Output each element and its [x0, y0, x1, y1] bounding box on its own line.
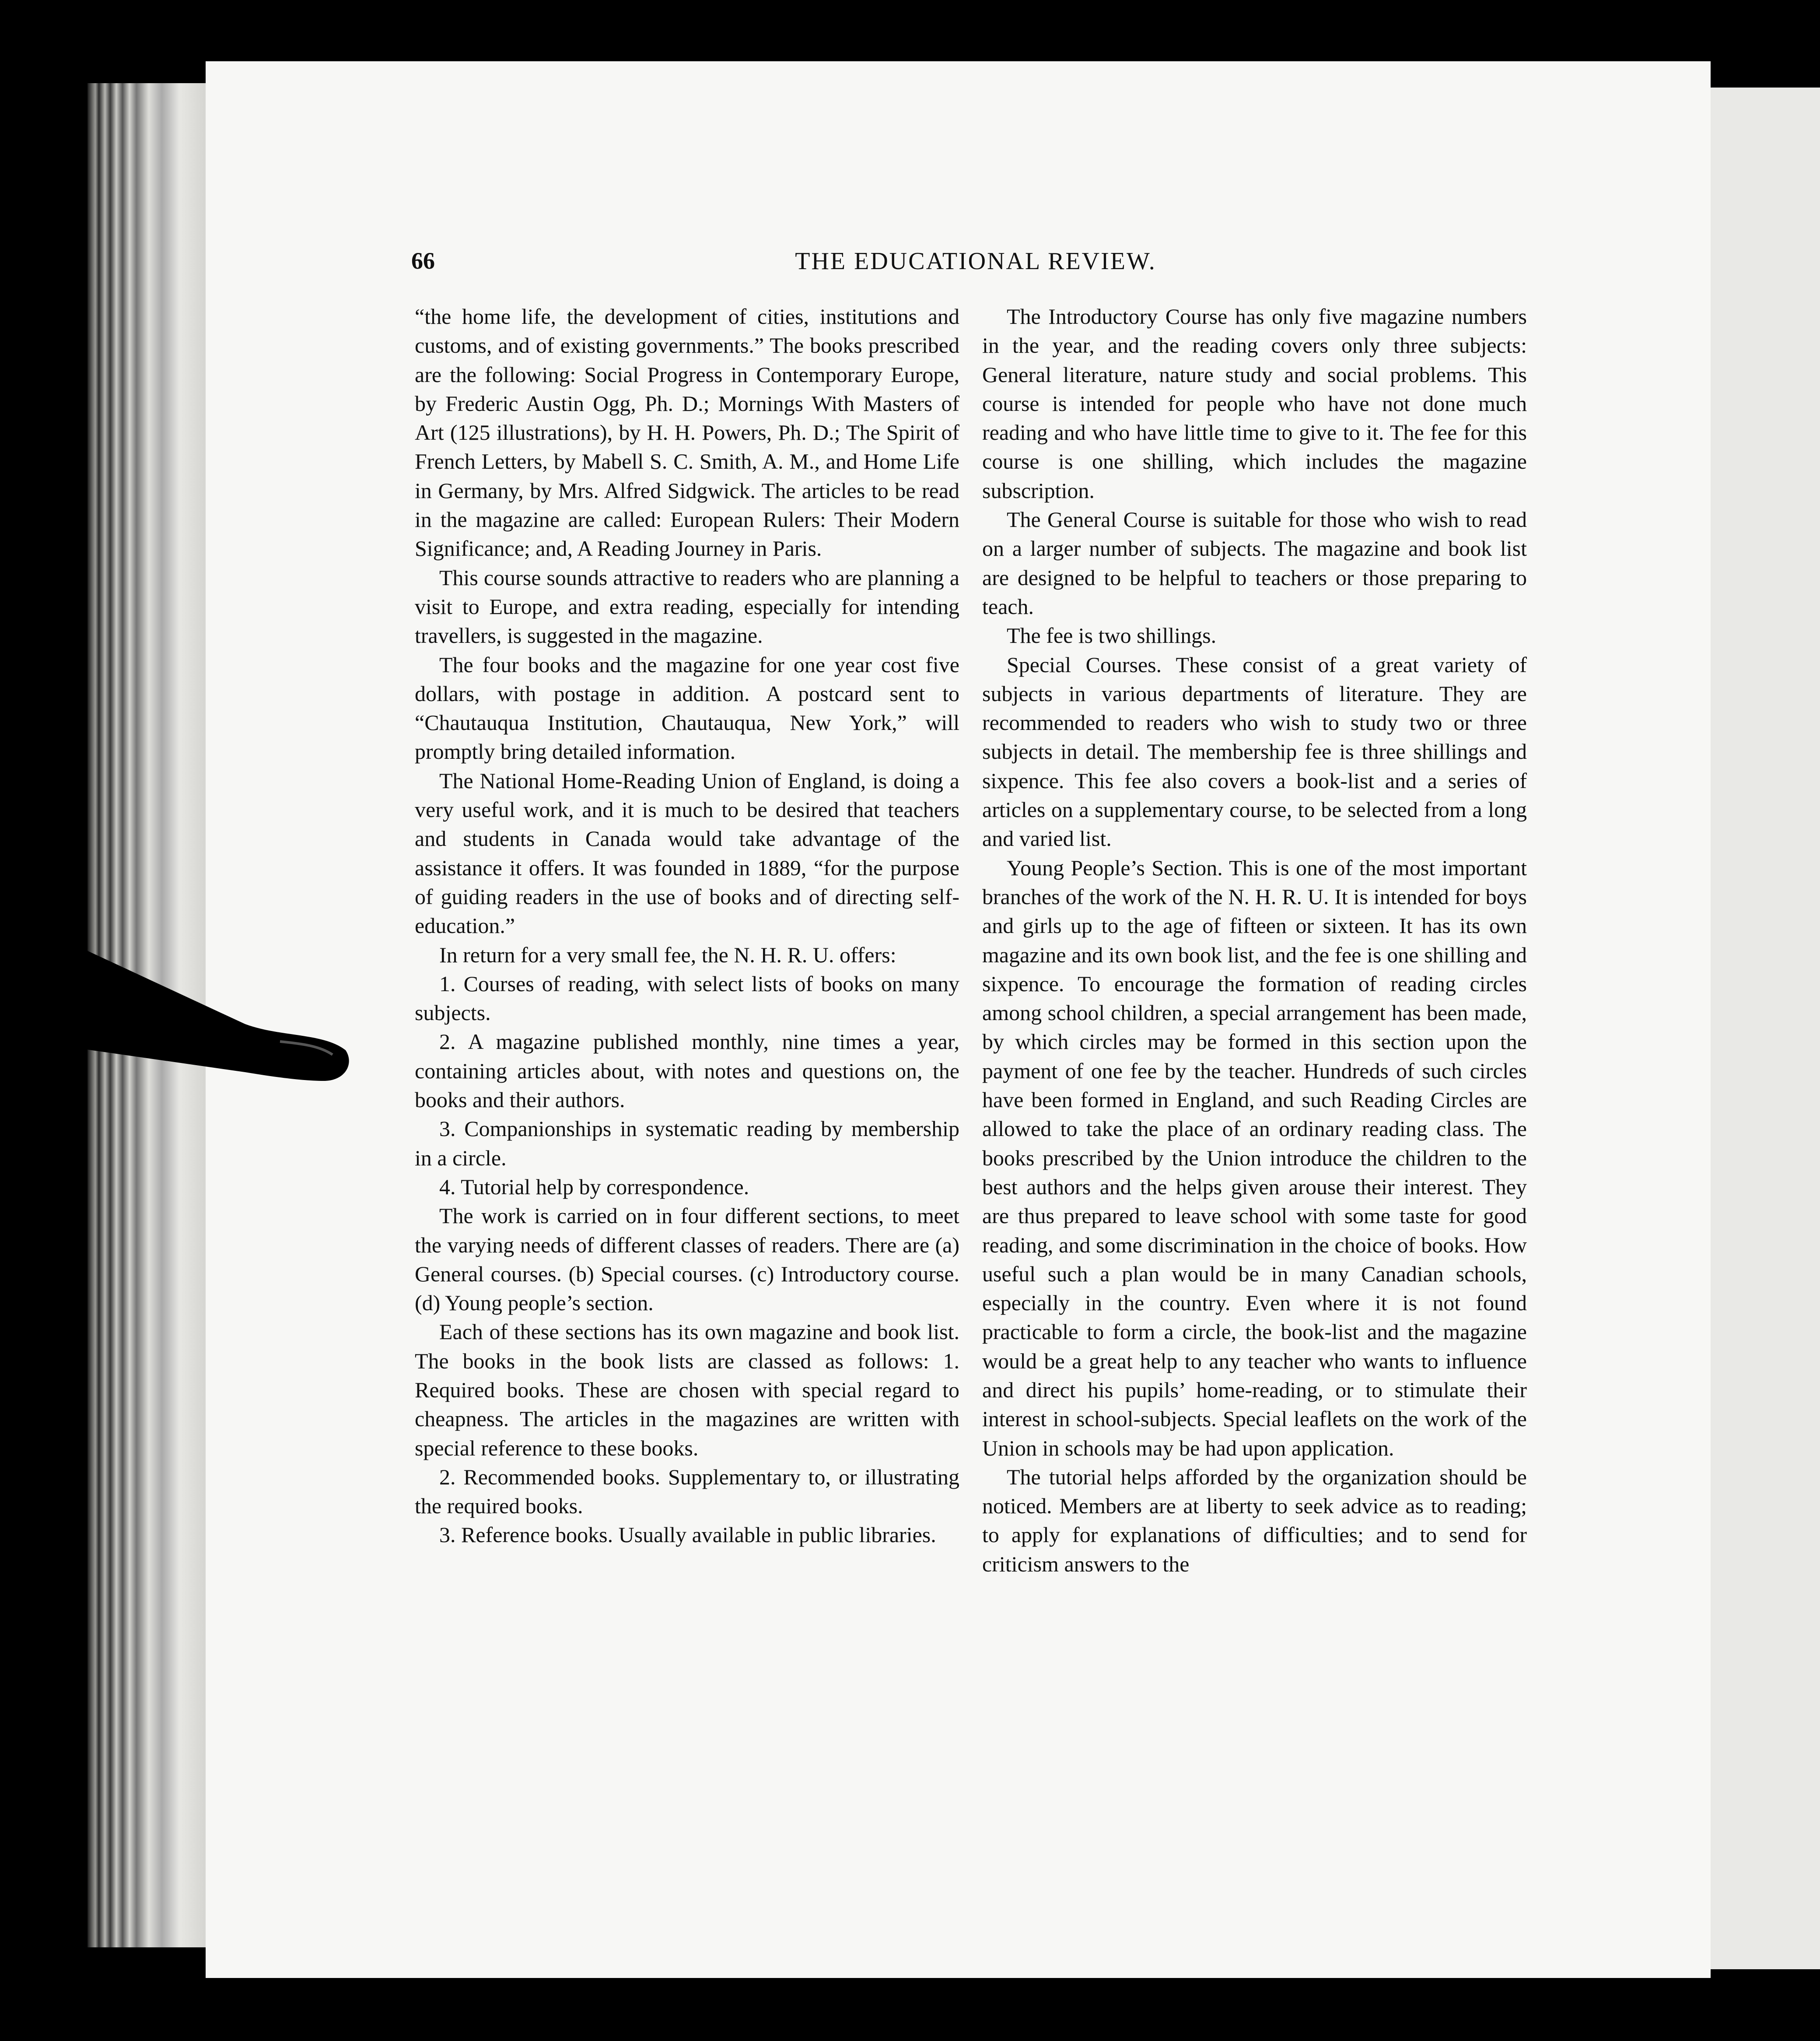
paragraph: Each of these sections has its own magazine and book list. The books in the book lists are classed as follows: 1. Required books. These are chosen with special regard to cheapness. The articles in the magazines are written with special reference to these books.	[415, 1319, 959, 1460]
paragraph: The work is carried on in four different sections, to meet the varying needs of different classes of readers. There are (a) General courses. (b) Special courses. (c) Introductory course. (d) Young people’s section.	[415, 1203, 959, 1315]
facing-page-edge	[1702, 88, 1820, 1969]
list-item: 3. Reference books. Usually available in public libraries.	[439, 1522, 936, 1547]
list-item: 3. Companionships in systematic reading by membership in a circle.	[415, 1116, 959, 1170]
left-text-column	[415, 302, 959, 1550]
running-title: THE EDUCATIONAL REVIEW.	[795, 248, 1156, 275]
paragraph: “the home life, the development of cities, institutions and customs, and of existing governments.” The books prescribed are the following: Social Progress in Contemporary Europe, by Frederic Austin Ogg, Ph. D.; Mornings With Masters of Art (125 illustrations), by H. H. Powers, Ph. D.; The Spirit of French Letters, by Mabell S. C. Smith, A. M., and Home Life in Germany, by Mrs. Alfred Sidgwick. The articles to be read in the magazine are called: European Rulers: Their Modern Significance; and, A Reading Journey in Paris.	[415, 304, 959, 561]
list-item: 2. A magazine published monthly, nine times a year, containing articles about, with notes and questions on, the books and their authors.	[415, 1029, 959, 1112]
paragraph: The tutorial helps afforded by the organization should be noticed. Members are at liberty to seek advice as to reading; to apply for explanations of difficulties; and to send for criticism answers to the	[982, 1464, 1527, 1576]
paragraph: The fee is two shillings.	[1007, 623, 1217, 648]
paragraph: The Introductory Course has only five magazine numbers in the year, and the reading covers only three subjects: General literature, nature study and social problems. This course is intended for people who have not done much reading and who have little time to give to it. The fee for this course is one shilling, which includes the magazine subscription.	[982, 304, 1527, 503]
finger-shadow	[0, 893, 350, 1085]
list-item: 4. Tutorial help by correspondence.	[439, 1174, 749, 1199]
page-header	[411, 247, 1540, 282]
paragraph: Special Courses. These consist of a great variety of subjects in various departments of literature. They are recommended to readers who wish to study two or three subjects in detail. The membership fee is three shillings and sixpence. This fee also covers a book-list and a series of articles on a supplementary course, to be selected from a long and varied list.	[982, 652, 1527, 851]
paragraph: Young People’s Section. This is one of the most important branches of the work of the N. H. R. U. It is intended for boys and girls up to the age of fifteen or sixteen. It has its own magazine and its own book list, and the fee is one shilling and sixpence. To encourage the formation of reading circles among school children, a special arrangement has been made, by which circles may be formed in this section upon the payment of one fee by the teacher. Hundreds of such circles have been formed in England, and such Reading Circles are allowed to take the place of an ordinary reading class. The books prescribed by the Union introduce the children to the best authors and the helps given arouse their interest. They are thus prepared to leave school with some taste for good reading, and some discrimination in the choice of books. How useful such a plan would be in many Canadian schools, especially in the country. Even where it is not found practicable to form a circle, the book-list and the magazine would be a great help to any teacher who wants to influence and direct his pupils’ home-reading, or to stimulate their interest in school-subjects. Special leaflets on the work of the Union in schools may be had upon application.	[982, 855, 1527, 1460]
paragraph: The National Home-Reading Union of England, is doing a very useful work, and it is much to be desired that teachers and students in Canada would take advantage of the assistance it offers. It was founded in 1889, “for the purpose of guiding readers in the use of books and of directing self-education.”	[415, 768, 959, 938]
paragraph: The four books and the magazine for one year cost five dollars, with postage in addition. A postcard sent to “Chautauqua Institution, Chautauqua, New York,” will promptly bring detailed information.	[415, 652, 959, 764]
paragraph: In return for a very small fee, the N. H. R. U. offers:	[439, 942, 896, 967]
page-number: 66	[411, 248, 435, 274]
list-item: 1. Courses of reading, with select lists of books on many subjects.	[415, 971, 959, 1025]
list-item: 2. Recommended books. Supplementary to, or illustrating the required books.	[415, 1464, 959, 1518]
paragraph: This course sounds attractive to readers who are planning a visit to Europe, and extra reading, especially for intending travellers, is suggested in the magazine.	[415, 565, 959, 648]
right-text-column	[982, 302, 1527, 1578]
paragraph: The General Course is suitable for those who wish to read on a larger number of subjects. The magazine and book list are designed to be helpful to teachers or those preparing to teach.	[982, 507, 1527, 619]
